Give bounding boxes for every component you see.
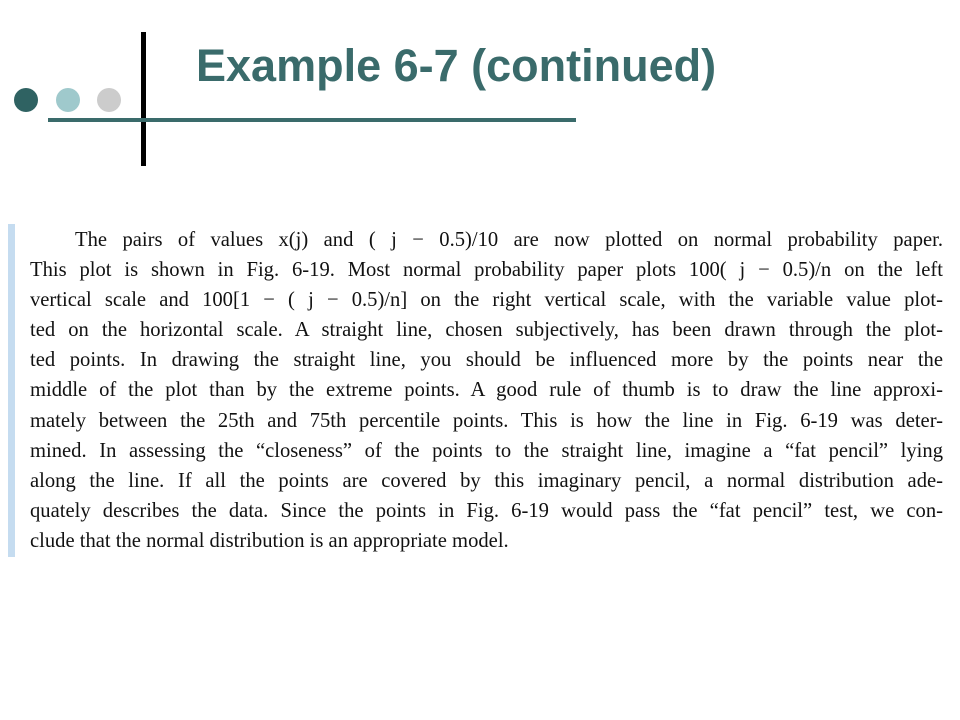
paragraph-line: ted on the horizontal scale. A straight line, chosen subjectively, has been drawn through the plot- — [30, 319, 943, 342]
paragraph-line: middle of the plot than by the extreme points. A good rule of thumb is to draw the line approxi- — [30, 379, 943, 402]
paragraph-line: along the line. If all the points are covered by this imaginary pencil, a normal distribution ade- — [30, 469, 943, 492]
paragraph-line: quately describes the data. Since the points in Fig. 6-19 would pass the “fat pencil” test, we con- — [30, 499, 943, 522]
paragraph-line: clude that the normal distribution is an appropriate model. — [30, 529, 509, 552]
text-accent-bar — [8, 224, 15, 557]
paragraph-line: mined. In assessing the “closeness” of the points to the straight line, imagine a “fat pencil” lying — [30, 439, 943, 462]
slide-title: Example 6-7 (continued) — [196, 40, 717, 91]
bullet-dot-gray — [97, 88, 121, 112]
paragraph-line: The pairs of values x(j) and ( j − 0.5)/10 are now plotted on normal probability paper. — [75, 229, 943, 251]
title-horizontal-rule — [48, 118, 576, 122]
bullet-dot-teal — [56, 88, 80, 112]
paragraph-line: This plot is shown in Fig. 6-19. Most normal probability paper plots 100( j − 0.5)/n on the left — [30, 259, 943, 282]
title-vertical-rule — [141, 32, 146, 166]
paragraph-line: ted points. In drawing the straight line, you should be influenced more by the points near the — [30, 349, 943, 372]
paragraph-line: vertical scale and 100[1 − ( j − 0.5)/n] on the right vertical scale, with the variable value plot- — [30, 289, 943, 312]
text-paragraph — [30, 225, 943, 556]
paragraph-line: mately between the 25th and 75th percentile points. This is how the line in Fig. 6-19 was deter- — [30, 409, 943, 432]
bullet-dot-dark — [14, 88, 38, 112]
